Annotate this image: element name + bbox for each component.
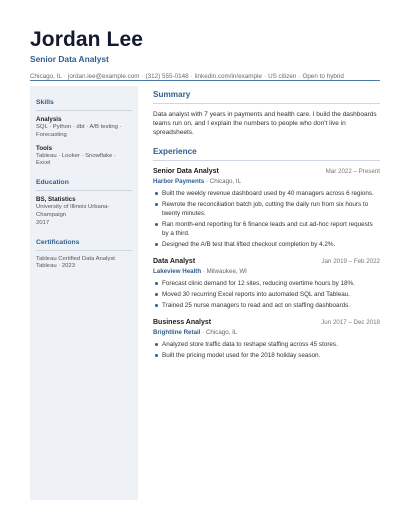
education-line: University of Illinois Urbana-	[36, 204, 110, 211]
certifications-heading: Certifications	[36, 238, 80, 246]
job-entry	[153, 257, 380, 310]
summary-divider	[153, 103, 380, 104]
job-title: Data Analyst	[153, 257, 196, 265]
education-line: Champaign	[36, 211, 67, 218]
contact-separator: ·	[298, 73, 301, 80]
contact-separator: ·	[263, 73, 267, 80]
job-dates: Jan 2019 – Feb 2022	[321, 257, 380, 265]
education-year: 2017	[36, 219, 50, 226]
contact-separator: ·	[190, 73, 193, 80]
job-entry	[153, 318, 380, 360]
job-company-line	[153, 177, 380, 186]
certifications-divider	[36, 250, 132, 251]
job-bullet: Designed the A/B test that lifted checkout completion by 4.2%.	[153, 240, 380, 249]
job-location: · Milwaukee, WI	[201, 267, 247, 275]
job-bullets	[153, 279, 380, 310]
education-degree: BS, Statistics	[36, 196, 76, 204]
summary-heading: Summary	[153, 90, 191, 99]
job-bullet: Built the weekly revenue dashboard used by 40 managers across 6 regions.	[153, 189, 380, 198]
contact-citizenship: US citizen	[268, 73, 297, 80]
skills-divider	[36, 110, 132, 111]
main-column	[153, 90, 380, 362]
job-company-line	[153, 267, 380, 276]
job-bullet: Ran month-end reporting for 6 finance leads and cut ad-hoc report requests by a third.	[153, 220, 380, 238]
job-dates: Mar 2022 – Present	[325, 167, 380, 175]
resume-header	[30, 28, 380, 81]
certifications-section	[36, 238, 132, 272]
job-bullet: Forecast clinic demand for 12 sites, reducing overtime hours by 18%.	[153, 279, 380, 288]
job-bullet: Rewrote the reconciliation batch job, cutting the daily run from six hours to twenty minutes.	[153, 200, 380, 218]
job-company: Lakeview Health	[153, 267, 202, 275]
job-company: Brightline Retail	[153, 328, 201, 336]
skills-group-line: Excel	[36, 160, 51, 167]
job-entry	[153, 167, 380, 249]
job-bullet: Moved 30 recurring Excel reports into automated SQL and Tableau.	[153, 290, 380, 299]
job-company: Harbor Payments	[153, 177, 205, 185]
certification-issuer: Tableau · 2023	[36, 263, 75, 270]
skills-group-line: Forecasting	[36, 131, 67, 138]
skills-group-line: SQL · Python · dbt · A/B testing ·	[36, 124, 122, 130]
sidebar	[30, 86, 138, 500]
job-bullet: Trained 25 nurse managers to read and act on staffing dashboards.	[153, 301, 380, 310]
education-divider	[36, 190, 132, 191]
job-title: Senior Data Analyst	[153, 167, 219, 175]
contact-phone: (312) 555-0148	[145, 73, 189, 80]
header-divider	[30, 80, 380, 81]
contact-email[interactable]: jordan.lee@example.com	[67, 73, 140, 80]
candidate-title: Senior Data Analyst	[30, 54, 109, 64]
skills-heading: Skills	[36, 99, 54, 106]
job-bullet: Analyzed store traffic data to reshape staffing across 45 stores.	[153, 340, 380, 349]
job-company-line	[153, 328, 380, 337]
experience-heading: Experience	[153, 146, 197, 156]
skills-section	[36, 98, 132, 168]
contact-linkedin[interactable]: linkedin.com/in/example	[194, 73, 262, 80]
contact-work-preference: Open to hybrid	[302, 73, 344, 80]
experience-divider	[153, 160, 380, 161]
contact-location: Chicago, IL	[30, 73, 62, 80]
contact-separator: ·	[63, 73, 66, 80]
contact-separator: ·	[141, 73, 144, 80]
job-bullets	[153, 189, 380, 249]
education-heading: Education	[36, 179, 69, 187]
job-bullet: Built the pricing model used for the 2018 holiday season.	[153, 351, 380, 360]
job-location: · Chicago, IL	[204, 177, 242, 185]
certification-name: Tableau Certified Data Analyst	[36, 255, 115, 262]
job-location: · Chicago, IL	[200, 328, 238, 336]
job-title: Business Analyst	[153, 318, 212, 326]
skills-group-line: Tableau · Looker · Snowflake ·	[36, 152, 116, 159]
job-dates: Jun 2017 – Dec 2018	[321, 318, 380, 326]
candidate-name: Jordan Lee	[30, 28, 144, 51]
education-section	[36, 178, 132, 227]
skills-group-label: Tools	[36, 144, 53, 152]
skills-group-label: Analysis	[36, 116, 62, 123]
job-bullets	[153, 340, 380, 360]
summary-text: Data analyst with 7 years in payments and health care. I build the dashboards teams run on, and I explain the numbers to people who don't live in spreadsheets.	[153, 111, 377, 137]
